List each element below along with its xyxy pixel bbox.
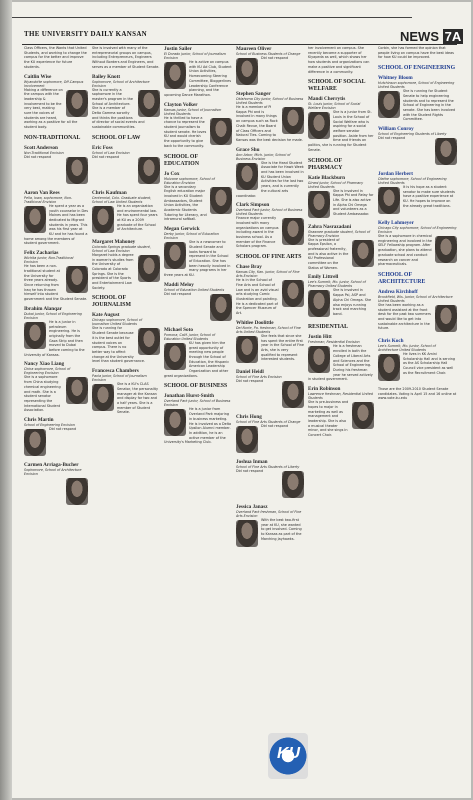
candidate-entry (92, 190, 160, 235)
candidate-name: Eric Foss (92, 144, 113, 151)
section-label: NEWS (400, 29, 439, 44)
candidate-affiliation: China sophomore, School of Engineering Envision (24, 367, 71, 376)
candidate-name: Whitlee Doolittle (236, 319, 274, 326)
candidate-affiliation: El Dorado junior, School of Journalism Envision (164, 52, 226, 60)
candidate-affiliation: School of Business Students of Change (236, 52, 301, 56)
candidate-entry (164, 393, 232, 445)
candidate-bio: He is a freshman enrolled in both the College of Liberal Arts and Sciences and the School of Engineering. During his freshman year he served actively in student government. (308, 344, 373, 382)
candidate-photo (308, 191, 330, 218)
candidate-affiliation: Del Norte, Pa. freshman, School of Fine Arts United Students (236, 325, 301, 334)
section-heading: SCHOOL OF EDUCATION (164, 153, 199, 167)
candidate-photo (378, 91, 400, 118)
candidate-photo (138, 157, 160, 184)
candidate-affiliation: Pella, Iowa, sophomore, Non-Traditional Envision (24, 195, 73, 204)
candidate-entry (164, 226, 232, 278)
candidate-affiliation: Chicago sophomore, School of Journalism United Students (92, 318, 143, 327)
candidate-name: Justin Hitt (308, 334, 332, 341)
section-heading: SCHOOL OF BUSINESS (164, 383, 228, 390)
candidate-bio: He has been a non-traditional student at the University for three years already. Since returning from Iraq he has thrown himself into student government and the Student Senate. (24, 264, 88, 302)
candidate-name: Nancy Xiao Liang (24, 361, 65, 368)
candidate-name: Chase Bray (236, 264, 262, 271)
candidate-bio: She is involved in Kappa Phi and Relay for Life. She is also active in Alpha Chi Omega and volunteers as a Student Ambassador. (333, 188, 374, 217)
candidate-affiliation: School of Law Envision (92, 150, 130, 155)
candidate-bio: With the best two-first year at KU, she wanted to get involved. Coming to Kansas as part of the Marching Jayhawks. (261, 517, 302, 541)
candidate-photo (210, 118, 232, 145)
candidate-photo (282, 107, 304, 134)
candidate-photo (24, 429, 46, 456)
candidate-name: Kelly Lohmeyer (378, 220, 414, 227)
candidate-entry (92, 312, 160, 364)
candidate-name: Zahra Nasrazadani (308, 223, 352, 230)
candidate-name: Michael Soto (164, 326, 193, 333)
candidate-photo (24, 206, 46, 233)
candidate-bio: He is a junior from Overland Park majoring in business marketing. He is involved as a Delta Upsilon Alumni member. In addition, he is an active member of the University's Marketing Club. (164, 407, 232, 445)
candidate-entry (378, 126, 457, 167)
candidate-entry (164, 327, 232, 379)
candidate-affiliation: Freshman, Residential Envision (308, 340, 360, 345)
column-1 (24, 46, 88, 796)
candidate-bio: She is currently a sophomore in the master's program in the School of Architecture. She is a member of Delta Gamma sorority and thinks the positions of director of social events and sustainable communities. (92, 87, 145, 130)
candidate-bio: Corbin, she has formed the opinion that people living on campus have the best ideas for how KU could be improved. (378, 46, 454, 60)
candidate-affiliation: Oklahoma City junior, School of Business United Students (236, 97, 304, 105)
candidate-entry (92, 239, 160, 291)
candidate-affiliation: School of Fine Arts Students of Liberty (236, 464, 300, 469)
candidate-entry (24, 250, 88, 302)
candidate-bio: He is a junior in petroleum engineering. He is originally from the Gaza Strip and then moved to Dubai before coming to the University of Kansas. (24, 319, 85, 357)
candidate-photo (308, 346, 330, 373)
candidate-entry (308, 46, 374, 74)
candidate-bio: Did not respond (261, 423, 289, 428)
candidate-bio: He spent a year as a youth counselor in Des Moines and has been dedicated to Migrant students in years. This was his first year at KU and he has found a home among the members of student government. (24, 203, 88, 246)
candidate-photo (236, 520, 258, 547)
header-rule (22, 44, 457, 45)
candidate-photo (435, 138, 457, 165)
candidate-entry (236, 202, 304, 249)
candidate-bio: She is a newcomer to Student Senate and looks forward to represent in the School of Education. She has been heavily involved in many programs in her three years at KU. (164, 240, 231, 278)
candidate-affiliation: St. Louis junior, School of Social Welfare Envision (308, 102, 361, 111)
candidate-entry (92, 46, 160, 70)
candidate-name: Whitney Bloom (378, 75, 413, 82)
candidate-photo (66, 478, 88, 505)
candidate-name: Stephen Sanger (236, 91, 271, 97)
candidate-name: Justin Sailer (164, 46, 192, 52)
candidate-bio: KU has given him the great opportunity of meeting new people through the School of Education, the Hispanic American Leadership Organization and other great organizations. (164, 340, 230, 378)
candidate-entry (236, 414, 304, 455)
candidate-entry (24, 361, 88, 413)
candidate-entry (24, 462, 88, 507)
candidate-name: Francesca Chambers (92, 368, 139, 375)
candidate-affiliation: Ann Arbor, Mich. junior, School of Business Envision (236, 152, 291, 161)
candidate-affiliation: Wyandotte sophomore, Off-Campus Involvement (24, 79, 84, 88)
column-4 (236, 46, 304, 796)
candidate-entry (308, 224, 374, 271)
candidate-photo (66, 266, 88, 293)
candidate-bio: He is active on campus with KU Ad Club, Student Union Activities, Homecoming Steering Committee, Bloggerlines Leadership Conference planning, and the upcoming Dance Marathon. (164, 60, 232, 97)
section-heading: SCHOOL OF PHARMACY (308, 157, 343, 171)
candidate-affiliation: Colorado Springs graduate student, School of Law Envision (92, 244, 151, 253)
candidate-bio: Did not respond (378, 136, 406, 141)
candidate-entry (378, 75, 457, 122)
candidate-entry (24, 74, 88, 130)
candidate-photo (435, 236, 457, 263)
candidate-name: Maddi Meloy (164, 281, 194, 288)
candidate-photo (164, 343, 186, 370)
page-number: 7A (444, 29, 462, 44)
candidate-photo (378, 354, 400, 381)
candidate-affiliation: Brookfield, Wis. Junior, School of Architecture United Students (378, 294, 453, 303)
candidate-name: Aaron Van Rees (24, 189, 60, 196)
candidate-entry (236, 320, 304, 365)
candidate-name: Ibrahim Alanqar (24, 305, 62, 312)
candidate-entry (92, 74, 160, 130)
candidate-affiliation: Non-Traditional Envision (24, 150, 64, 155)
candidate-photo (236, 426, 258, 453)
candidate-affiliation: Paola junior, School of Journalism Envision (92, 374, 147, 383)
candidate-photo (66, 377, 88, 404)
candidate-entry (378, 338, 457, 383)
candidate-affiliation: School of Engineering Envision (24, 423, 75, 428)
section-heading: SCHOOL OF LAW (92, 134, 141, 141)
candidate-affiliation: Wichita junior, Non-Traditional Envision (24, 256, 74, 265)
candidate-photo (92, 384, 114, 411)
candidate-photo (308, 112, 330, 139)
candidate-bio: She is running for Student Senate because it is the best outlet for student voices on campus. There is no better way to affect change at the University level than student governance. (92, 326, 146, 364)
candidate-bio: She is involved with many of the entrepreneurial groups on campus, including Entrepreneurs, Engineers Without Borders and Engineers, and serves as a member of Student Senate. (92, 46, 160, 69)
candidate-affiliation: Lawrence freshman, Residential United Students (308, 392, 373, 401)
candidate-affiliation: Hutchinson sophomore, School of Engineering United Students (378, 81, 455, 90)
candidate-name: Daniel Heidl (236, 368, 264, 375)
candidate-photo (138, 90, 160, 117)
candidate-affiliation: Derby junior, School of Education Envision (164, 232, 219, 241)
candidate-name: Jessica Janasz (236, 503, 268, 510)
candidate-name: Maureen Oliver (236, 46, 272, 52)
page-gutter (0, 0, 12, 800)
candidate-entry (378, 171, 457, 216)
section-heading: NON-TRADITIONAL (24, 134, 81, 141)
candidate-name: William Conroy (378, 126, 414, 133)
candidate-bio: Did not respond (92, 154, 120, 159)
section-heading: SCHOOL OF SOCIAL WELFARE (308, 79, 366, 93)
column-6 (378, 46, 457, 796)
candidate-entry (24, 145, 88, 186)
candidate-name: Mandi Cherrytis (308, 96, 346, 103)
candidate-affiliation: Chicago City sophomore, School of Engineering Envision (378, 226, 457, 235)
candidate-affiliation: Pomona, Calif. junior, School of Education United Students (164, 332, 216, 341)
candidate-affiliation: Lee's Summit, Mo. Junior, School of Architecture United Students (378, 343, 436, 352)
candidate-affiliation: Overland Park junior, School of Business United Students (236, 208, 303, 217)
candidate-name: Grace Shu (236, 146, 260, 153)
candidate-bio: She is a secondary English education major involved in KU Student Ambassadors, Student Union Activities, the Academic Students Tutoring for Literacy, and intramural softball. (164, 184, 207, 222)
candidate-bio: He is a member of Pi Kappa Phi and is involved in many things on campus such as Rock Chalk Revue, the Board of Class Officers and Natural Ties. Coming to Kansas was the best decision he made. (236, 105, 303, 142)
candidate-bio: She is president of Kappa Epsilon, a professional fraternity, and is also active in the KU Professional committee on the Status of Women. (308, 237, 349, 270)
candidate-photo (282, 381, 304, 408)
candidate-photo (236, 163, 258, 190)
candidate-name: Andrea Kirchhoff (378, 288, 418, 295)
candidate-bio: She is the Head Student Associate for Hawk Week and has been involved in KU Student Union Activities for the last two years, and is currently the cultural arts coordinator. (236, 160, 304, 198)
candidate-bio: She is involved in Kappa Psi, ASP and Alpha Chi Omega. She also enjoys running track and marching band. (333, 288, 372, 316)
candidate-name: Felix Zacharias (24, 250, 59, 257)
candidate-bio: He lives in KK Amini Scholarship Hall and is serving as the AS Scholarship Hall Council vice president as well as the Recruitment Chair. (403, 351, 456, 375)
candidate-photo (282, 218, 304, 245)
candidate-entry (24, 306, 88, 358)
candidate-affiliation: Kansas City, Kan. junior, School of Fine Arts Envision (236, 270, 300, 279)
candidate-entry (24, 190, 88, 246)
candidate-photo (164, 242, 186, 269)
candidate-name: Bailey Knott (92, 73, 121, 80)
candidate-name: Megan Gerwick (164, 226, 200, 233)
candidate-entry (24, 417, 88, 458)
candidate-photo (435, 305, 457, 332)
candidate-name: Caitlin Wise (24, 73, 52, 80)
candidate-bio: Did not respond (49, 427, 77, 432)
candidate-name: Chris Kaufman (92, 189, 127, 196)
candidate-entry (236, 369, 304, 410)
candidate-name: Carmen Arriaga-Bucher (24, 462, 79, 469)
candidate-photo (236, 336, 258, 363)
candidate-photo (138, 328, 160, 355)
candidate-photo (210, 294, 232, 321)
section-header (400, 29, 463, 44)
candidate-bio: She has been working as a student assistant at the front desk for the past two summers and would like to get into sustainable architecture in the future. (378, 302, 431, 331)
candidate-bio: Finance major currently involved with many organizations on campus including award in the business school. As a member of the Finance Scholars program. (236, 216, 279, 249)
candidate-entry (378, 46, 457, 60)
candidate-entry (308, 386, 374, 438)
candidate-photo (236, 58, 258, 85)
top-rule (12, 4, 412, 18)
candidate-name: Katie Blackburn (308, 174, 346, 181)
candidate-bio: her involvement on campus. She recently became a supporter of Kiyapeda as well, which shows her how students and organizations can make a positive and significant difference in a community. (308, 46, 370, 74)
candidate-name: Chris Koch (378, 337, 404, 344)
candidate-name: Jordan Herbert (378, 171, 414, 178)
candidate-bio: She is a sophomore in chemical engineering and involved in the SELF Fellowship program. After graduation, she plans to attend graduate school and conduct research on cancer and pharmaceuticals. (378, 234, 432, 267)
candidate-affiliation: Mulvane sophomore, School of Education Envision (164, 176, 215, 185)
candidate-entry (164, 46, 232, 98)
candidate-bio: She is a KU's CLAS Senator, the personality manager at the Kansan and display for two and a half years. She is a member of Student Senate. (117, 382, 158, 415)
candidate-bio: She is a sophomore from China studying chemical engineering and math. She is a student senator representing the International Student Association. (24, 375, 61, 413)
candidate-entry (24, 46, 88, 70)
candidate-affiliation: Sophomore, School of Architecture Envision (92, 79, 150, 88)
voting-notice: Those are the 2009-2010 Student Senate candidates. Voting is April 15 and 16 online at www.vote.ku.edu (378, 386, 457, 401)
candidate-bio: Class Officers, the Wants that United Students, and working to change the campus for the better and improve the KU experience for future students. (24, 46, 87, 69)
candidate-affiliation: Centennial, Colo. Graduate student, School of Law United Students (92, 195, 152, 204)
candidate-name: Erin Robinson (308, 386, 341, 393)
candidate-affiliation: Lee's Summit, Mo. junior, School of Pharmacy United Students (308, 280, 366, 289)
candidate-entry (164, 102, 232, 149)
candidate-photo (210, 187, 232, 214)
candidate-entry (308, 334, 374, 382)
candidate-name: Scott Anderson (24, 144, 58, 151)
candidate-bio: Did not respond (236, 468, 264, 473)
section-heading: SCHOOL OF ENGINEERING (378, 65, 456, 72)
candidate-entry (308, 96, 374, 152)
candidate-name: Emily Littrell (308, 274, 339, 281)
candidate-affiliation: School of Engineering Students of Liberty (378, 132, 447, 137)
column-3 (164, 46, 232, 796)
candidate-bio: Did not respond (236, 378, 264, 383)
candidate-entry (236, 264, 304, 316)
candidate-entry (236, 46, 304, 87)
candidate-photo (308, 290, 330, 317)
column-5 (308, 46, 374, 736)
candidate-entry (308, 175, 374, 220)
candidate-bio: She is running for Student Senate to help engineering students and to represent the School of Engineering in the senate. She has been involved with the Student Rights Committee. (403, 89, 456, 122)
candidate-bio: Margaret holds a degree in women's studies from the University of Colorado at Colorado Springs. She is the president of the Sports and Entertainment Law Society. (92, 252, 134, 290)
candidate-affiliation: Girard junior, School of Pharmacy United Students (308, 180, 364, 189)
candidate-bio: Making a difference on the campus with the leadership & involvement to be the very best, making sure the voices of students are heard, working as a positive for all the student body. (24, 87, 78, 130)
candidate-photo (138, 255, 160, 282)
candidate-photo (92, 206, 114, 233)
candidate-entry (378, 220, 457, 267)
candidate-entry (164, 282, 232, 323)
candidate-photo (24, 322, 46, 349)
candidate-entry (378, 289, 457, 334)
candidate-entry (92, 145, 160, 186)
candidate-affiliation: School of Education United Students (164, 287, 225, 292)
candidate-bio: She is pre-business and hopes to major in marketing as well as management and leadership. She is also a musical theater minor, and she sings in Concert Choir. (308, 400, 349, 438)
candidate-photo (164, 409, 186, 436)
candidate-photo (66, 157, 88, 184)
candidate-entry (92, 368, 160, 415)
candidate-affiliation: Olathe sophomore, School of Engineering United Students (378, 177, 447, 186)
section-heading: SCHOOL OF FINE ARTS (236, 254, 302, 261)
candidate-entry (308, 274, 374, 319)
candidate-bio: Did not respond (164, 291, 192, 296)
candidate-photo (352, 240, 374, 267)
candidate-bio: He is thrilled to have a chance to represent the student journalism to student senate. He loves KU and would cherish the opportunity to give back to the community. (164, 115, 207, 148)
candidate-affiliation: Overland Park freshman, School of Fine Arts Envision (236, 509, 302, 518)
candidate-entry (164, 171, 232, 223)
candidate-bio: She is a junior from St. Louis in the School of Social Welfare who is aspiring for a social welfare senator position. Aside from her time and friends on politics, she is running for Student Senate. (308, 110, 374, 152)
candidate-photo (164, 62, 186, 89)
candidate-photo (352, 402, 374, 429)
column-2 (92, 46, 160, 796)
candidate-bio: He is in the School of Fine Arts and School of Law and is an avid visual arts studying Comic illustration and painting. He is a dedicated part of the Spencer Museum of Art. (236, 278, 279, 316)
candidate-affiliation: Shawnee graduate student, School of Pharmacy Envision (308, 229, 371, 238)
candidate-bio: It is his hope as a student senator to make sure students have a positive experience at KU. He hopes to improve on the already great traditions. (403, 185, 455, 208)
candidate-bio: Did not respond (24, 154, 52, 159)
candidate-affiliation: Kansas junior, School of Journalism United Students (164, 107, 222, 116)
candidate-name: Chris Martin (24, 417, 54, 424)
candidate-bio: Did not respond (261, 56, 289, 60)
candidate-affiliation: School of Fine Arts Envision (236, 374, 282, 379)
candidate-affiliation: Dubai junior, School of Engineering Envision (24, 311, 82, 320)
candidate-entry (236, 504, 304, 549)
jayhawk-logo: KU (268, 733, 308, 779)
candidate-name: Kate August (92, 312, 120, 319)
candidate-photo (282, 471, 304, 498)
masthead: THE UNIVERSITY DAILY KANSAN (24, 30, 148, 38)
candidate-affiliation: School of Fine Arts Students of Change (236, 419, 301, 424)
candidate-bio: He is an organization and environmental law. He has spent four years at KU as a 2009 graduate of the School of Architecture. (117, 203, 158, 232)
section-heading: SCHOOL OF ARCHITECTURE (378, 271, 426, 285)
candidate-name: Jonathan Hurst-Smith (164, 393, 215, 400)
candidate-photo (378, 187, 400, 214)
candidate-photo (282, 280, 304, 307)
candidate-affiliation: Sophomore, School of Architecture Envision (24, 468, 82, 477)
candidate-name: Joshua Inman (236, 458, 268, 465)
candidate-name: Clark Simpson (236, 202, 270, 209)
candidate-name: Margaret Mahoney (92, 238, 136, 245)
candidate-name: Jo Cox (164, 170, 180, 177)
candidate-entry (236, 459, 304, 500)
candidate-photo (66, 90, 88, 117)
candidate-entry (236, 91, 304, 143)
candidate-name: Chris Hong (236, 413, 262, 420)
section-heading: RESIDENTIAL (308, 324, 348, 331)
candidate-name: Clayton Volker (164, 101, 198, 108)
section-heading: SCHOOL OF JOURNALISM (92, 295, 131, 309)
candidate-bio: She feels that since she has spent the entire first year in the School of Fine Arts, she is very qualified to represent interested students. (261, 333, 304, 362)
candidate-entry (236, 147, 304, 199)
candidate-affiliation: Overland Park junior, School of Business Envision (164, 399, 231, 408)
